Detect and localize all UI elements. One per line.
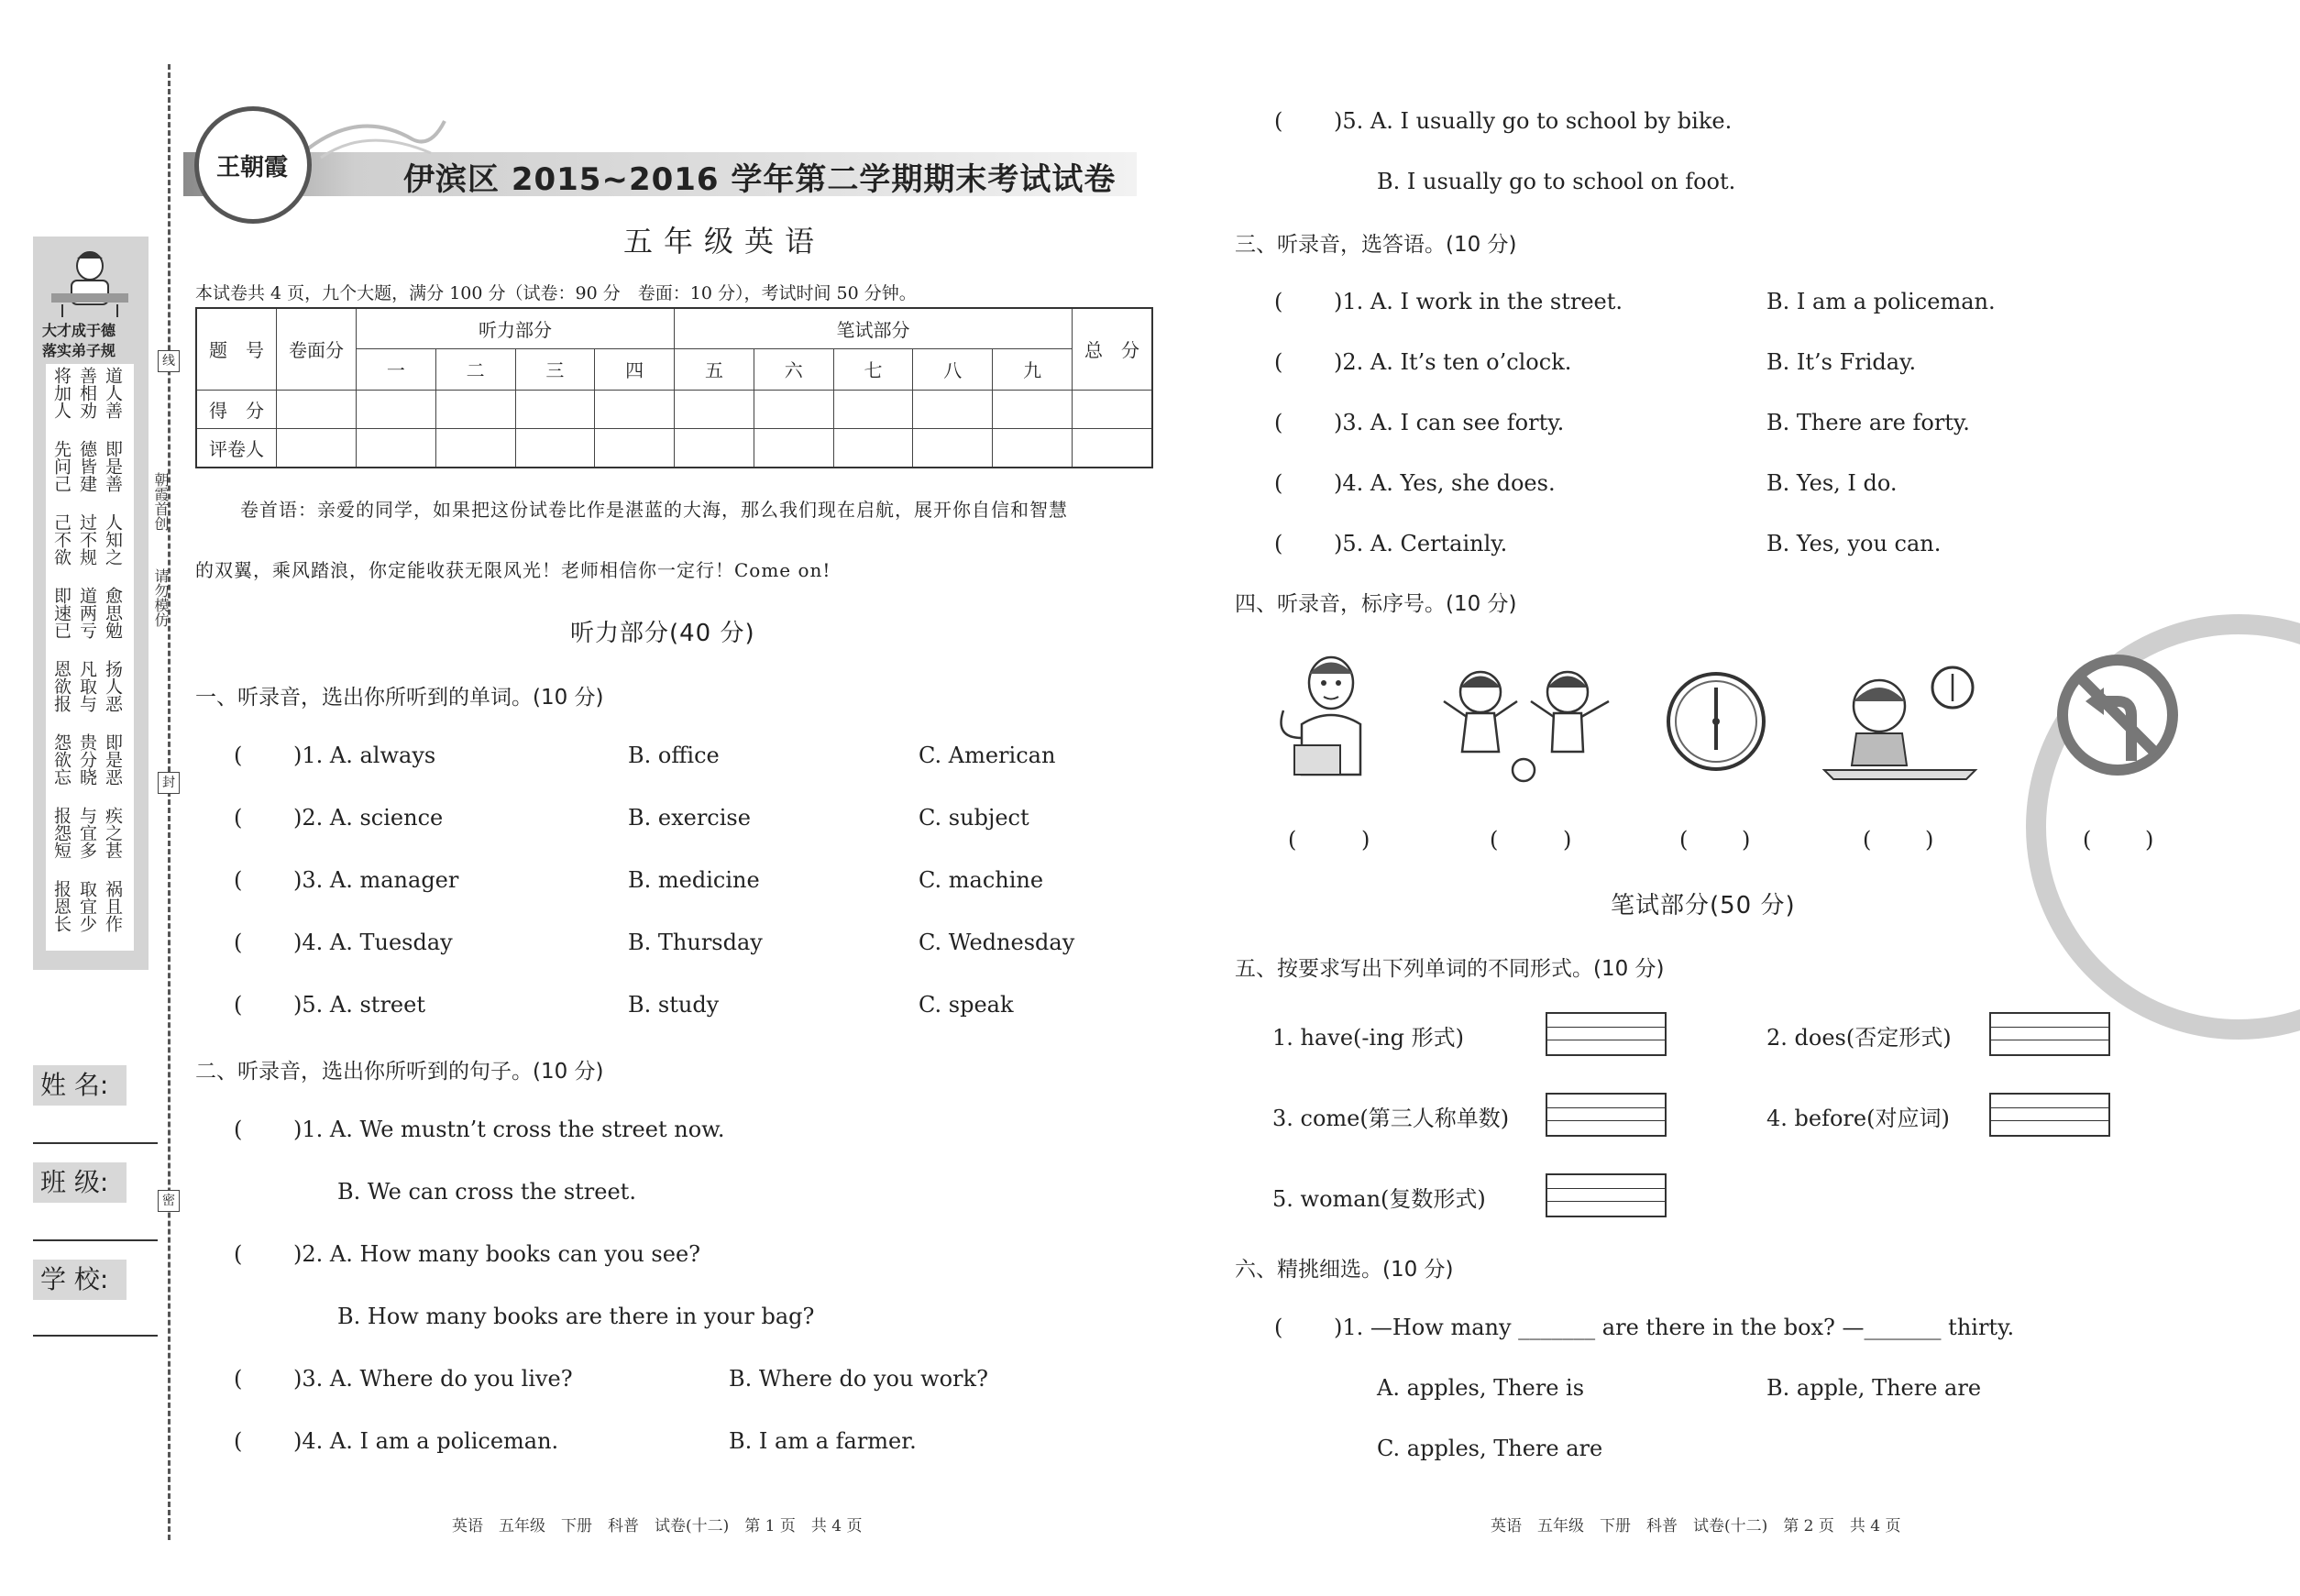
answer-bracket[interactable]: ( bbox=[234, 930, 243, 955]
score-cell[interactable] bbox=[675, 390, 754, 428]
question-text: 1. have(-ing 形式) bbox=[1272, 1025, 1465, 1051]
option-text: B. exercise bbox=[628, 805, 751, 831]
header-cell: 九 bbox=[993, 349, 1073, 391]
school-label: 学 校: bbox=[33, 1260, 127, 1300]
header-cell: 二 bbox=[435, 349, 515, 391]
answer-box[interactable] bbox=[1546, 1173, 1667, 1217]
option-text: C. subject bbox=[919, 805, 1029, 831]
answer-bracket[interactable]: ( bbox=[1274, 349, 1283, 375]
boy-eating-picture bbox=[1820, 665, 1985, 788]
motto-column: 己不欲 bbox=[51, 513, 72, 566]
question-text: )4. A. Yes, she does. bbox=[1334, 470, 1556, 496]
header-cell: 笔试部分 bbox=[675, 308, 1073, 349]
answer-bracket[interactable]: ( bbox=[1490, 827, 1499, 853]
score-table bbox=[195, 307, 1153, 468]
header-cell: 三 bbox=[515, 349, 595, 391]
question-text: )1. A. I work in the street. bbox=[1334, 289, 1623, 314]
answer-bracket[interactable]: ( bbox=[234, 867, 243, 893]
grader-cell[interactable] bbox=[833, 428, 913, 468]
listening-part-title: 听力部分(40 分) bbox=[570, 620, 755, 647]
grader-cell[interactable] bbox=[357, 428, 436, 468]
motto-column: 凡取与 bbox=[77, 660, 97, 712]
motto-column: 先问己 bbox=[51, 440, 72, 492]
answer-bracket: ) bbox=[1361, 827, 1370, 853]
answer-bracket: ) bbox=[1925, 827, 1934, 853]
name-label: 姓 名: bbox=[33, 1065, 127, 1106]
answer-bracket[interactable]: ( bbox=[234, 743, 243, 768]
row-label: 评卷人 bbox=[196, 428, 277, 468]
option-text: B. office bbox=[628, 743, 720, 768]
grader-cell[interactable] bbox=[913, 428, 993, 468]
option-text: B. We can cross the street. bbox=[337, 1179, 636, 1205]
option-text: C. American bbox=[919, 743, 1056, 768]
grader-cell[interactable] bbox=[515, 428, 595, 468]
answer-bracket[interactable]: ( bbox=[1274, 410, 1283, 435]
answer-bracket[interactable]: ( bbox=[1274, 1315, 1283, 1340]
option-text: B. It’s Friday. bbox=[1766, 349, 1917, 375]
question-text: 2. does(否定形式) bbox=[1766, 1025, 1952, 1051]
question-text: )2. A. science bbox=[293, 805, 444, 831]
motto-column: 道人善 bbox=[103, 367, 123, 419]
answer-box[interactable] bbox=[1546, 1012, 1667, 1056]
name-field[interactable] bbox=[33, 1142, 158, 1144]
answer-bracket[interactable]: ( bbox=[234, 1366, 243, 1392]
motto-column: 取宜少 bbox=[77, 880, 97, 932]
score-cell[interactable] bbox=[993, 390, 1073, 428]
answer-box[interactable] bbox=[1546, 1093, 1667, 1137]
motto-column: 报怨短 bbox=[51, 807, 72, 859]
children-playing-picture bbox=[1435, 660, 1618, 788]
section-6-title: 六、精挑细选。(10 分) bbox=[1235, 1258, 1454, 1282]
clock-picture bbox=[1664, 669, 1769, 775]
preface-line-1: 卷首语：亲爱的同学，如果把这份试卷比作是湛蓝的大海，那么我们现在启航，展开你自信和智慧 bbox=[240, 499, 1068, 521]
motto-column: 将加人 bbox=[51, 367, 72, 419]
footer-page-1: 英语 五年级 下册 科普 试卷(十二) 第 1 页 共 4 页 bbox=[452, 1517, 863, 1535]
answer-bracket: ) bbox=[2145, 827, 2154, 853]
exam-note: 本试卷共 4 页，九个大题，满分 100 分（试卷：90 分 卷面：10 分），考试时间 50 分钟。 bbox=[195, 283, 917, 303]
header-cell: 五 bbox=[675, 349, 754, 391]
header-cell: 一 bbox=[357, 349, 436, 391]
option-text: A. apples, There is bbox=[1377, 1375, 1585, 1401]
option-text: B. I am a policeman. bbox=[1766, 289, 1996, 314]
question-text: )5. A. Certainly. bbox=[1334, 531, 1508, 556]
no-left-turn-sign-picture bbox=[2053, 651, 2182, 779]
answer-bracket[interactable]: ( bbox=[1274, 531, 1283, 556]
question-text: )4. A. Tuesday bbox=[293, 930, 453, 955]
answer-bracket[interactable]: ( bbox=[1679, 827, 1689, 853]
motto-column: 道两亏 bbox=[77, 587, 97, 639]
section-1-title: 一、听录音，选出你所听到的单词。(10 分) bbox=[195, 686, 604, 710]
question-text: )1. —How many _______ are there in the box? —_______ thirty. bbox=[1334, 1315, 2015, 1340]
motto-column: 报恩长 bbox=[51, 880, 72, 932]
section-5-title: 五、按要求写出下列单词的不同形式。(10 分) bbox=[1235, 957, 1665, 981]
answer-bracket[interactable]: ( bbox=[1274, 108, 1283, 134]
answer-box[interactable] bbox=[1989, 1012, 2110, 1056]
motto-column: 与宜多 bbox=[77, 807, 97, 859]
option-text: B. There are forty. bbox=[1766, 410, 1970, 435]
option-text: C. apples, There are bbox=[1377, 1436, 1603, 1461]
section-4-title: 四、听录音，标序号。(10 分) bbox=[1235, 592, 1517, 616]
answer-box[interactable] bbox=[1989, 1093, 2110, 1137]
answer-bracket[interactable]: ( bbox=[234, 1241, 243, 1267]
motto-column: 愈思勉 bbox=[103, 587, 123, 639]
grader-cell[interactable] bbox=[675, 428, 754, 468]
motto-column: 善相劝 bbox=[77, 367, 97, 419]
logo-text: 王朝霞 bbox=[215, 154, 288, 182]
header-cell: 八 bbox=[913, 349, 993, 391]
motto-column: 即是善 bbox=[103, 440, 123, 492]
score-cell[interactable] bbox=[515, 390, 595, 428]
question-text: )3. A. I can see forty. bbox=[1334, 410, 1565, 435]
option-text: C. Wednesday bbox=[919, 930, 1075, 955]
subject-title: 五年级英语 bbox=[623, 224, 826, 259]
boy-reading-illustration bbox=[44, 246, 136, 319]
score-cell[interactable] bbox=[833, 390, 913, 428]
copyright-2: 请勿模仿 bbox=[152, 568, 170, 627]
motto-column: 过不规 bbox=[77, 513, 97, 566]
score-cell[interactable] bbox=[595, 390, 675, 428]
motto-column: 祸且作 bbox=[103, 880, 123, 932]
class-label: 班 级: bbox=[33, 1162, 127, 1203]
row-label: 得 分 bbox=[196, 390, 277, 428]
footer-page-2: 英语 五年级 下册 科普 试卷(十二) 第 2 页 共 4 页 bbox=[1491, 1517, 1901, 1535]
score-cell[interactable] bbox=[913, 390, 993, 428]
answer-bracket[interactable]: ( bbox=[234, 992, 243, 1018]
question-text: )5. A. street bbox=[293, 992, 425, 1018]
motto-column: 扬人恶 bbox=[103, 660, 123, 712]
school-field[interactable] bbox=[33, 1335, 158, 1337]
seal-mark: 密 bbox=[158, 1190, 180, 1212]
option-text: C. speak bbox=[919, 992, 1014, 1018]
motto-column: 即速已 bbox=[51, 587, 72, 639]
section-3-title: 三、听录音，选答语。(10 分) bbox=[1235, 233, 1517, 257]
header-cell: 听力部分 bbox=[357, 308, 675, 349]
preface-line-2: 的双翼，乘风踏浪，你定能收获无限风光！老师相信你一定行！Come on! bbox=[195, 559, 831, 581]
answer-bracket[interactable]: ( bbox=[1274, 470, 1283, 496]
class-field[interactable] bbox=[33, 1239, 158, 1241]
option-text: B. study bbox=[628, 992, 720, 1018]
answer-bracket[interactable]: ( bbox=[234, 1117, 243, 1142]
answer-bracket[interactable]: ( bbox=[1274, 289, 1283, 314]
slogan-1: 大才成于德 bbox=[42, 322, 116, 339]
header-cell: 题 号 bbox=[196, 308, 277, 390]
motto-column: 怨欲忘 bbox=[51, 733, 72, 786]
cut-line bbox=[168, 64, 171, 1540]
question-text: )2. A. It’s ten o’clock. bbox=[1334, 349, 1572, 375]
header-cell: 七 bbox=[833, 349, 913, 391]
question-text: )4. A. I am a policeman. bbox=[293, 1428, 559, 1454]
question-text: )5. A. I usually go to school by bike. bbox=[1334, 108, 1733, 134]
grader-cell[interactable] bbox=[1073, 428, 1153, 468]
option-text: C. machine bbox=[919, 867, 1044, 893]
score-cell[interactable] bbox=[1073, 390, 1153, 428]
grader-cell[interactable] bbox=[435, 428, 515, 468]
question-text: 4. before(对应词) bbox=[1766, 1106, 1950, 1131]
grader-cell[interactable] bbox=[277, 428, 357, 468]
grader-cell[interactable] bbox=[754, 428, 833, 468]
header-cell: 总 分 bbox=[1073, 308, 1153, 390]
question-text: )1. A. We mustn’t cross the street now. bbox=[293, 1117, 725, 1142]
copyright-1: 朝霞首创 bbox=[152, 472, 170, 531]
seal-mark: 线 bbox=[158, 350, 180, 372]
slogan-2: 落实弟子规 bbox=[42, 342, 116, 359]
grader-cell[interactable] bbox=[595, 428, 675, 468]
option-text: B. I usually go to school on foot. bbox=[1377, 169, 1736, 194]
option-text: B. How many books are there in your bag? bbox=[337, 1304, 815, 1329]
option-text: B. Where do you work? bbox=[729, 1366, 988, 1392]
motto-column: 贵分晓 bbox=[77, 733, 97, 786]
option-text: B. Thursday bbox=[628, 930, 763, 955]
question-text: )2. A. How many books can you see? bbox=[293, 1241, 701, 1267]
header-cell: 六 bbox=[754, 349, 833, 391]
written-part-title: 笔试部分(50 分) bbox=[1611, 892, 1796, 919]
grader-cell[interactable] bbox=[993, 428, 1073, 468]
answer-bracket[interactable]: ( bbox=[1863, 827, 1872, 853]
answer-bracket[interactable]: ( bbox=[234, 1428, 243, 1454]
question-text: )1. A. always bbox=[293, 743, 436, 768]
answer-bracket: ) bbox=[1563, 827, 1572, 853]
motto-column: 人知之 bbox=[103, 513, 123, 566]
answer-bracket: ) bbox=[1742, 827, 1751, 853]
answer-bracket[interactable]: ( bbox=[234, 805, 243, 831]
doctor-picture bbox=[1274, 646, 1384, 784]
score-cell[interactable] bbox=[357, 390, 436, 428]
section-2-title: 二、听录音，选出你所听到的句子。(10 分) bbox=[195, 1060, 604, 1084]
seal-mark: 封 bbox=[158, 772, 180, 794]
motto-column: 德皆建 bbox=[77, 440, 97, 492]
answer-bracket[interactable]: ( bbox=[2083, 827, 2092, 853]
option-text: B. Yes, you can. bbox=[1766, 531, 1942, 556]
header-cell: 卷面分 bbox=[277, 308, 357, 390]
motto-column: 恩欲报 bbox=[51, 660, 72, 712]
score-cell[interactable] bbox=[754, 390, 833, 428]
question-text: 3. come(第三人称单数) bbox=[1272, 1106, 1510, 1131]
question-text: 5. woman(复数形式) bbox=[1272, 1186, 1486, 1212]
motto-column: 即是恶 bbox=[103, 733, 123, 786]
option-text: B. apple, There are bbox=[1766, 1375, 1982, 1401]
question-text: )3. A. manager bbox=[293, 867, 459, 893]
option-text: B. medicine bbox=[628, 867, 760, 893]
score-cell[interactable] bbox=[435, 390, 515, 428]
motto-column: 疾之甚 bbox=[103, 807, 123, 859]
question-text: )3. A. Where do you live? bbox=[293, 1366, 573, 1392]
exam-title: 伊滨区 2015~2016 学年第二学期期末考试试卷 bbox=[403, 161, 1117, 198]
header-cell: 四 bbox=[595, 349, 675, 391]
score-cell[interactable] bbox=[277, 390, 357, 428]
option-text: B. I am a farmer. bbox=[729, 1428, 917, 1454]
answer-bracket[interactable]: ( bbox=[1288, 827, 1297, 853]
option-text: B. Yes, I do. bbox=[1766, 470, 1898, 496]
